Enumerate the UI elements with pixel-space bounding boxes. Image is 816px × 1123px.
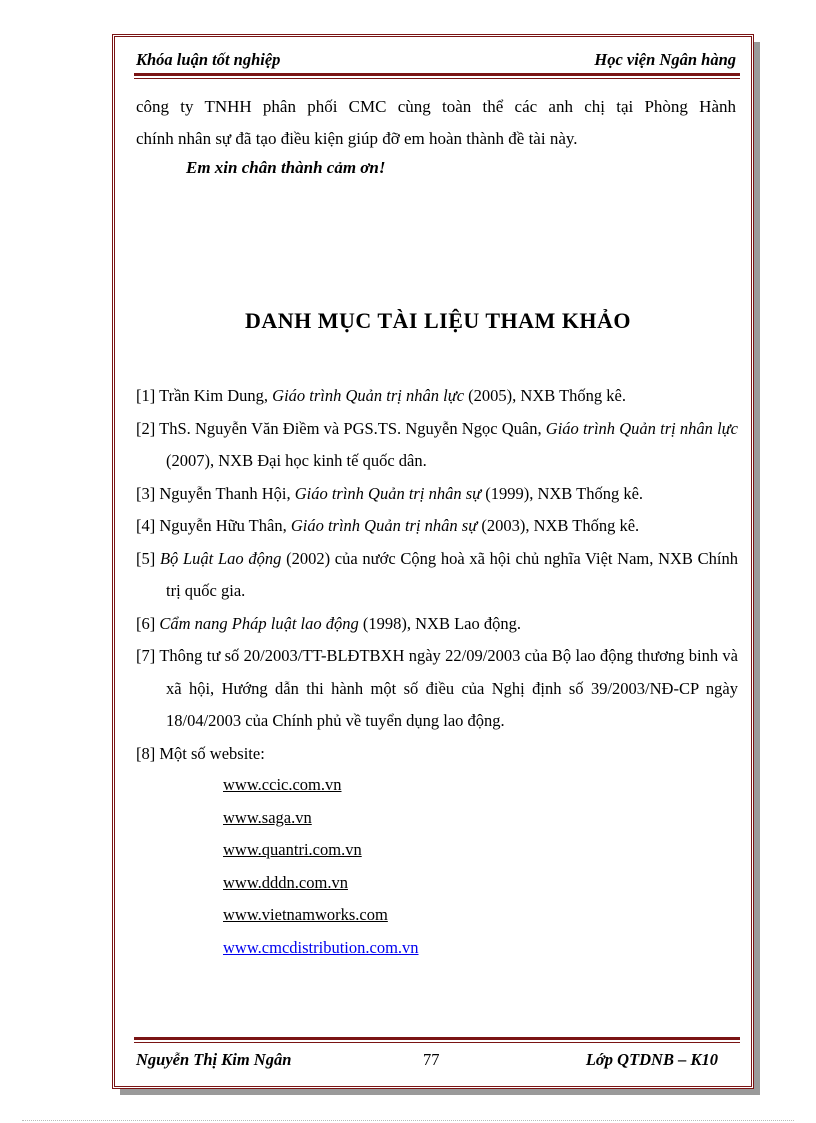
thanks-line: Em xin chân thành cảm ơn! (186, 158, 386, 177)
reference-text-tail: (1999), NXB Thống kê. (481, 483, 644, 503)
reference-number: [8] (136, 743, 156, 763)
footer-class: Lớp QTDNB – K10 (585, 1050, 718, 1069)
reference-number: [6] (136, 613, 156, 633)
reference-text-tail: (2007), NXB Đại học kinh tế quốc dân. (166, 451, 427, 470)
intro-line-2: chính nhân sự đã tạo điều kiện giúp đỡ em hoàn thành đề tài này. (136, 129, 578, 148)
reference-text: Một số website: (159, 743, 265, 763)
page-number: 77 (423, 1050, 440, 1069)
reference-title: Bộ Luật Lao động (159, 548, 282, 568)
reference-text: Trần Kim Dung, (159, 386, 273, 405)
footer-rule (134, 1037, 740, 1040)
reference-text: Thông tư số 20/2003/TT-BLĐTBXH ngày 22/09/2003 của Bộ lao động thương binh và xã hội, Hướng dẫn thi hành một số điều của Nghị định số 39/2003/NĐ-CP ngày 18/04/2003 của Chính phủ về tuyển dụng lao động. (159, 646, 738, 730)
reference-text-tail: (1998), NXB Lao động. (358, 613, 521, 633)
website-link-ccic[interactable]: www.ccic.com.vn (223, 775, 342, 794)
reference-item (136, 608, 738, 641)
page-border-shadow-bottom (120, 1089, 760, 1095)
reference-title: Giáo trình Quản trị nhân lực (272, 386, 465, 405)
reference-text: Nguyễn Hữu Thân, (159, 516, 291, 535)
header-right-text: Học viện Ngân hàng (594, 50, 736, 69)
reference-title: Cẩm nang Pháp luật lao động (159, 613, 359, 633)
page-footer (136, 1050, 718, 1072)
reference-text: Nguyễn Thanh Hội, (159, 483, 295, 503)
footer-rule-thin (134, 1042, 740, 1043)
reference-item (136, 510, 738, 543)
page-title: DANH MỤC TÀI LIỆU THAM KHẢO (244, 308, 632, 333)
footer-author: Nguyễn Thị Kim Ngân (136, 1050, 292, 1069)
reference-item (136, 380, 738, 413)
intro-paragraph (136, 91, 736, 155)
reference-item (136, 543, 738, 608)
reference-number: [4] (136, 516, 156, 535)
reference-item (136, 413, 738, 478)
reference-item (136, 738, 738, 771)
reference-text: ThS. Nguyễn Văn Điềm và PGS.TS. Nguyễn Ngọc Quân, (159, 418, 546, 438)
header-rule-thin (134, 78, 740, 79)
reference-item (136, 640, 738, 738)
reference-title: Giáo trình Quản trị nhân sự (290, 516, 478, 535)
reference-title: Giáo trình Quản trị nhân sự (294, 483, 482, 503)
website-list (223, 769, 419, 964)
reference-list (136, 380, 738, 770)
reference-text-tail: (2005), NXB Thống kê. (464, 386, 626, 405)
intro-line-1: công ty TNHH phân phối CMC cùng toàn thể các anh chị tại Phòng Hành (136, 97, 736, 116)
reference-item (136, 478, 738, 511)
header-rule (134, 73, 740, 76)
website-link-saga[interactable]: www.saga.vn (223, 807, 312, 827)
reference-title: Giáo trình Quản trị nhân lực (545, 418, 738, 438)
reference-number: [7] (136, 646, 156, 665)
website-link-cmcdistribution[interactable]: www.cmcdistribution.com.vn (223, 937, 419, 957)
reference-number: [2] (136, 418, 156, 438)
reference-number: [5] (136, 548, 156, 568)
page-edge-dotted-line (22, 1120, 794, 1121)
page-header (136, 50, 736, 72)
reference-text-tail: (2002) của nước Cộng hoà xã hội chủ nghĩa Việt Nam, NXB Chính trị quốc gia. (166, 548, 738, 600)
website-link-dddn[interactable]: www.dddn.com.vn (223, 872, 348, 892)
header-left-text: Khóa luận tốt nghiệp (136, 50, 281, 69)
website-link-vietnamworks[interactable]: www.vietnamworks.com (223, 905, 388, 924)
reference-number: [3] (136, 483, 156, 503)
website-link-quantri[interactable]: www.quantri.com.vn (223, 840, 362, 859)
reference-number: [1] (136, 386, 156, 405)
reference-text-tail: (2003), NXB Thống kê. (477, 516, 640, 535)
page-border-shadow-right (754, 42, 760, 1094)
